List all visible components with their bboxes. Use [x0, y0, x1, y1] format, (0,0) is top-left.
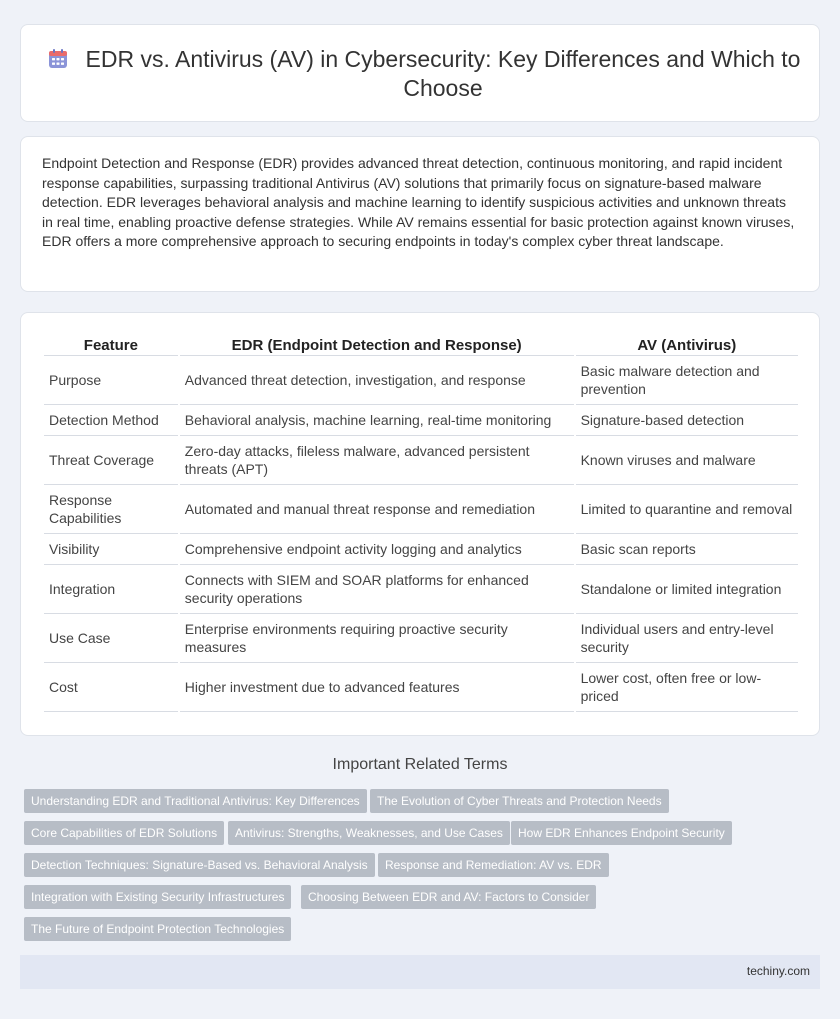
footer	[20, 955, 820, 989]
table-row	[44, 485, 798, 534]
intro-paragraph: Endpoint Detection and Response (EDR) provides advanced threat detection, continuous monitoring, and rapid incident response capabilities, surpassing traditional Antivirus (AV) solutions that primarily focus on signature-based malware detection. EDR leverages behavioral analysis and machine learning to identify suspicious activities and unknown threats in real time, enabling proactive defense strategies. While AV remains essential for basic protection against known viruses, EDR offers a more comprehensive approach to securing endpoints in today's complex cyber threat landscape.	[42, 155, 795, 249]
av-cell: Basic scan reports	[576, 534, 798, 565]
edr-cell: Behavioral analysis, machine learning, real-time monitoring	[180, 405, 574, 436]
related-term-tag[interactable]: Core Capabilities of EDR Solutions	[24, 821, 224, 845]
feature-cell: Threat Coverage	[44, 436, 178, 485]
av-cell: Signature-based detection	[576, 405, 798, 436]
related-term-tag[interactable]: Detection Techniques: Signature-Based vs. Behavioral Analysis	[24, 853, 375, 877]
related-term-tag[interactable]: The Future of Endpoint Protection Technologies	[24, 917, 291, 941]
comparison-card	[20, 312, 820, 736]
av-cell: Standalone or limited integration	[576, 565, 798, 614]
feature-cell: Integration	[44, 565, 178, 614]
table-row	[44, 534, 798, 565]
table-row	[44, 565, 798, 614]
av-cell: Basic malware detection and prevention	[576, 356, 798, 405]
related-terms-heading: Important Related Terms	[332, 756, 508, 773]
table-row	[44, 405, 798, 436]
related-term-tag[interactable]: Antivirus: Strengths, Weaknesses, and Use Cases	[228, 821, 510, 845]
av-cell: Individual users and entry-level security	[576, 614, 798, 663]
feature-cell: Response Capabilities	[44, 485, 178, 534]
feature-cell: Visibility	[44, 534, 178, 565]
related-term-tag[interactable]: Understanding EDR and Traditional Antivirus: Key Differences	[24, 789, 367, 813]
header-av: AV (Antivirus)	[576, 334, 798, 356]
calendar-grid-icon	[47, 48, 69, 70]
feature-cell: Purpose	[44, 356, 178, 405]
related-term-tag[interactable]: Choosing Between EDR and AV: Factors to Consider	[301, 885, 596, 909]
page-title: EDR vs. Antivirus (AV) in Cybersecurity: Key Differences and Which to Choose	[85, 46, 801, 101]
edr-cell: Advanced threat detection, investigation, and response	[180, 356, 574, 405]
table-row	[44, 614, 798, 663]
edr-cell: Zero-day attacks, fileless malware, advanced persistent threats (APT)	[180, 436, 574, 485]
edr-cell: Enterprise environments requiring proactive security measures	[180, 614, 574, 663]
table-row	[44, 436, 798, 485]
table-row	[44, 663, 798, 712]
related-term-tag[interactable]: Integration with Existing Security Infrastructures	[24, 885, 291, 909]
av-cell: Lower cost, often free or low-priced	[576, 663, 798, 712]
feature-cell: Cost	[44, 663, 178, 712]
feature-cell: Detection Method	[44, 405, 178, 436]
table-header-row	[44, 334, 798, 356]
header-card	[20, 24, 820, 122]
footer-site-link[interactable]: techiny.com	[746, 964, 810, 978]
comparison-table	[42, 334, 800, 712]
edr-cell: Automated and manual threat response and remediation	[180, 485, 574, 534]
feature-cell: Use Case	[44, 614, 178, 663]
edr-cell: Comprehensive endpoint activity logging and analytics	[180, 534, 574, 565]
av-cell: Limited to quarantine and removal	[576, 485, 798, 534]
related-term-tag[interactable]: How EDR Enhances Endpoint Security	[511, 821, 732, 845]
edr-cell: Higher investment due to advanced features	[180, 663, 574, 712]
av-cell: Known viruses and malware	[576, 436, 798, 485]
edr-cell: Connects with SIEM and SOAR platforms for enhanced security operations	[180, 565, 574, 614]
header-feature: Feature	[44, 334, 178, 356]
table-row	[44, 356, 798, 405]
header-edr: EDR (Endpoint Detection and Response)	[180, 334, 574, 356]
related-term-tag[interactable]: The Evolution of Cyber Threats and Protection Needs	[370, 789, 669, 813]
intro-card	[20, 136, 820, 292]
related-term-tag[interactable]: Response and Remediation: AV vs. EDR	[378, 853, 609, 877]
